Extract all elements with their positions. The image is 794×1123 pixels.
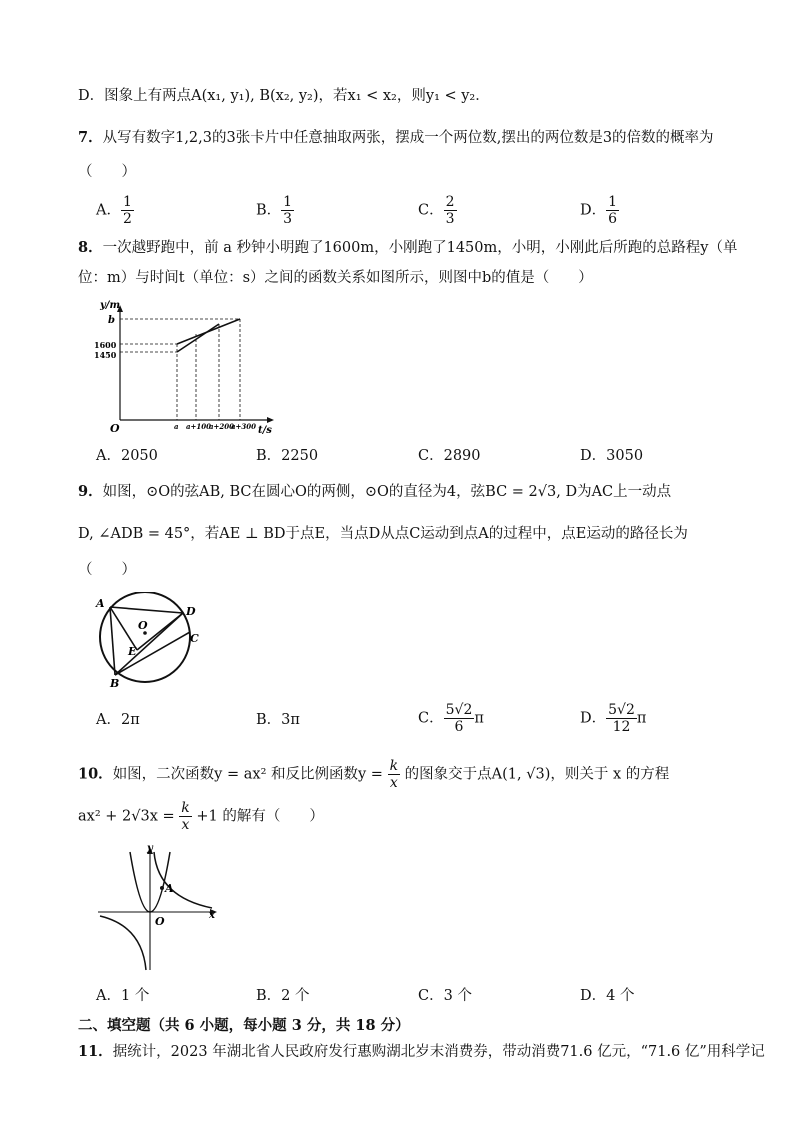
- q8-option-b: [256, 446, 318, 466]
- point-c: C: [190, 632, 199, 645]
- q8-option-c: [418, 446, 481, 466]
- x-axis-label: t/s: [258, 425, 272, 436]
- q7-number: 7．: [78, 129, 103, 146]
- point-a-label: A: [165, 882, 174, 895]
- y-tick-1450: 1450: [94, 350, 117, 360]
- option-label: D．: [580, 710, 607, 727]
- point-o: O: [138, 619, 148, 632]
- q8-stem-line2: 位：m）与时间t（单位：s）之间的函数关系如图所示，则图中b的值是（ ）: [78, 270, 593, 286]
- denominator: 3: [445, 211, 455, 227]
- pi-suffix: π: [474, 710, 484, 727]
- denominator: 2: [122, 211, 132, 227]
- q8-stem-line1: [78, 238, 737, 258]
- origin-label: O: [155, 915, 165, 928]
- fraction: [444, 194, 457, 227]
- q11-stem: [78, 1042, 765, 1062]
- q9-option-d: [580, 702, 646, 735]
- q8-number: 8．: [78, 239, 103, 256]
- option-label: B．: [256, 448, 282, 464]
- x-arrow: [267, 417, 274, 423]
- dashed-guides: [120, 319, 240, 420]
- numerator: 1: [283, 194, 293, 210]
- q9-option-c: [418, 702, 484, 735]
- q7-stem: [78, 128, 714, 148]
- q8-option-a: [96, 446, 158, 466]
- y-axis-label: y: [147, 843, 153, 854]
- q10-number: 10．: [78, 765, 113, 783]
- numerator: 5√2: [445, 702, 473, 718]
- q7-paren: （ ）: [78, 164, 136, 180]
- option-label: B．: [256, 202, 282, 219]
- q10-option-d: [580, 986, 634, 1006]
- q9-stem-line1: [78, 482, 671, 502]
- q10-text-2a: ax² + 2√3x =: [78, 808, 175, 825]
- option-label: B．: [256, 988, 282, 1004]
- numerator: k: [181, 800, 190, 816]
- circle-o: [100, 592, 190, 682]
- option-value: 2890: [443, 448, 481, 464]
- y-tick-1600: 1600: [94, 340, 117, 350]
- numerator: 1: [122, 194, 132, 210]
- section-heading-fill-in: 二、填空题（共 6 小题，每小题 3 分，共 18 分）: [78, 1017, 410, 1034]
- denominator: 6: [454, 719, 464, 735]
- point-a-dot: [160, 886, 164, 890]
- x-tick-a: a: [174, 422, 179, 431]
- x-tick-a100: a+100: [186, 422, 212, 431]
- option-label: D．: [580, 448, 607, 464]
- q7-option-d: [580, 194, 619, 227]
- q8-option-d: [580, 446, 643, 466]
- q10-text-2b: +1 的解有（ ）: [196, 808, 324, 825]
- q9-number: 9．: [78, 483, 103, 500]
- option-value: 3050: [606, 448, 644, 464]
- point-b: B: [110, 677, 120, 690]
- option-value: 2 个: [281, 988, 310, 1004]
- q11-number: 11．: [78, 1043, 113, 1060]
- q10-text-1b: 的图象交于点A(1, √3)，则关于 x 的方程: [404, 766, 670, 783]
- q10-text-1a: 如图，二次函数y = ax² 和反比例函数y =: [112, 766, 383, 783]
- numerator: 1: [608, 194, 618, 210]
- hyperbola-branch-2: [100, 916, 146, 970]
- option-value: 2050: [120, 448, 158, 464]
- option-label: C．: [418, 710, 444, 727]
- x-axis-label: x: [209, 910, 215, 921]
- y-axis-label: y/m: [100, 300, 121, 311]
- q9-option-b: [256, 710, 300, 730]
- option-label: C．: [418, 988, 444, 1004]
- q9-paren: （ ）: [78, 562, 136, 578]
- point-e: E: [128, 645, 137, 658]
- q10-option-c: [418, 986, 472, 1006]
- q7-option-a: [96, 194, 134, 227]
- numerator: 5√2: [608, 702, 635, 718]
- q10-graph: [92, 842, 224, 974]
- fraction: [606, 702, 637, 735]
- option-value: 2250: [281, 448, 319, 464]
- option-value: 4 个: [606, 988, 635, 1004]
- chords: [110, 607, 190, 675]
- denominator: 3: [283, 211, 293, 227]
- fraction: [121, 194, 134, 227]
- option-value: 3 个: [443, 988, 472, 1004]
- q9-stem-line2: D, ∠ADB = 45°，若AE ⊥ BD于点E，当点D从点C运动到点A的过程中，点E运动的路径长为: [78, 526, 688, 542]
- option-label: A．: [96, 988, 121, 1004]
- point-a: A: [96, 597, 105, 610]
- option-label: B．: [256, 712, 282, 728]
- q8-graph: [92, 296, 282, 438]
- option-label: D．: [580, 988, 607, 1004]
- denominator: x: [181, 817, 190, 833]
- option-value: 2π: [120, 712, 140, 728]
- point-d: D: [186, 605, 196, 618]
- q10-option-a: [96, 986, 149, 1006]
- q8-text-line1: 一次越野跑中，前 a 秒钟小明跑了1600m，小刚跑了1450m，小明，小刚此后所跑的总路程y（单: [102, 240, 738, 256]
- denominator: x: [389, 775, 398, 791]
- option-value: 3π: [281, 712, 300, 728]
- x-tick-a300: a+300: [231, 422, 257, 431]
- pi-suffix: π: [636, 710, 647, 727]
- hyperbola-branch-1: [154, 852, 212, 908]
- q6-option-d: D．图象上有两点A(x₁, y₁), B(x₂, y₂)，若x₁ < x₂，则y₁ < y₂．: [78, 88, 490, 104]
- option-label: C．: [418, 448, 444, 464]
- q7-text: 从写有数字1,2,3的3张卡片中任意抽取两张，摆成一个两位数,摆出的两位数是3的倍数的概率为: [102, 130, 714, 146]
- origin-label: O: [110, 422, 120, 435]
- option-value: 1 个: [120, 988, 150, 1004]
- fraction: [606, 194, 619, 227]
- x-tick-a200: a+200: [209, 422, 235, 431]
- q10-stem-line1: [78, 758, 669, 791]
- q10-option-b: [256, 986, 310, 1006]
- xiaogang-line: [177, 324, 219, 352]
- q7-option-c: [418, 194, 457, 227]
- option-label: A．: [96, 448, 121, 464]
- fraction: [444, 702, 475, 735]
- option-label: C．: [418, 202, 444, 219]
- q9-text-line1: 如图，⊙O的弦AB, BC在圆心O的两侧，⊙O的直径为4，弦BC = 2√3, D为AC上一动点: [102, 484, 672, 500]
- y-tick-b: b: [108, 315, 115, 326]
- option-label: A．: [96, 202, 121, 219]
- option-label: A．: [96, 712, 121, 728]
- denominator: 6: [608, 211, 618, 227]
- numerator: k: [389, 758, 399, 774]
- option-label: D．: [580, 202, 607, 219]
- numerator: 2: [445, 194, 455, 210]
- fraction: [179, 800, 191, 833]
- q9-option-a: [96, 710, 140, 730]
- q9-circle-figure: [90, 592, 205, 692]
- fraction: [388, 758, 400, 791]
- q11-text: 据统计，2023 年湖北省人民政府发行惠购湖北岁末消费券，带动消费71.6 亿元，“71.6 亿”用科学记: [112, 1044, 765, 1060]
- fraction: [281, 194, 294, 227]
- q10-stem-line2: [78, 800, 324, 833]
- q7-option-b: [256, 194, 294, 227]
- denominator: 12: [612, 719, 631, 735]
